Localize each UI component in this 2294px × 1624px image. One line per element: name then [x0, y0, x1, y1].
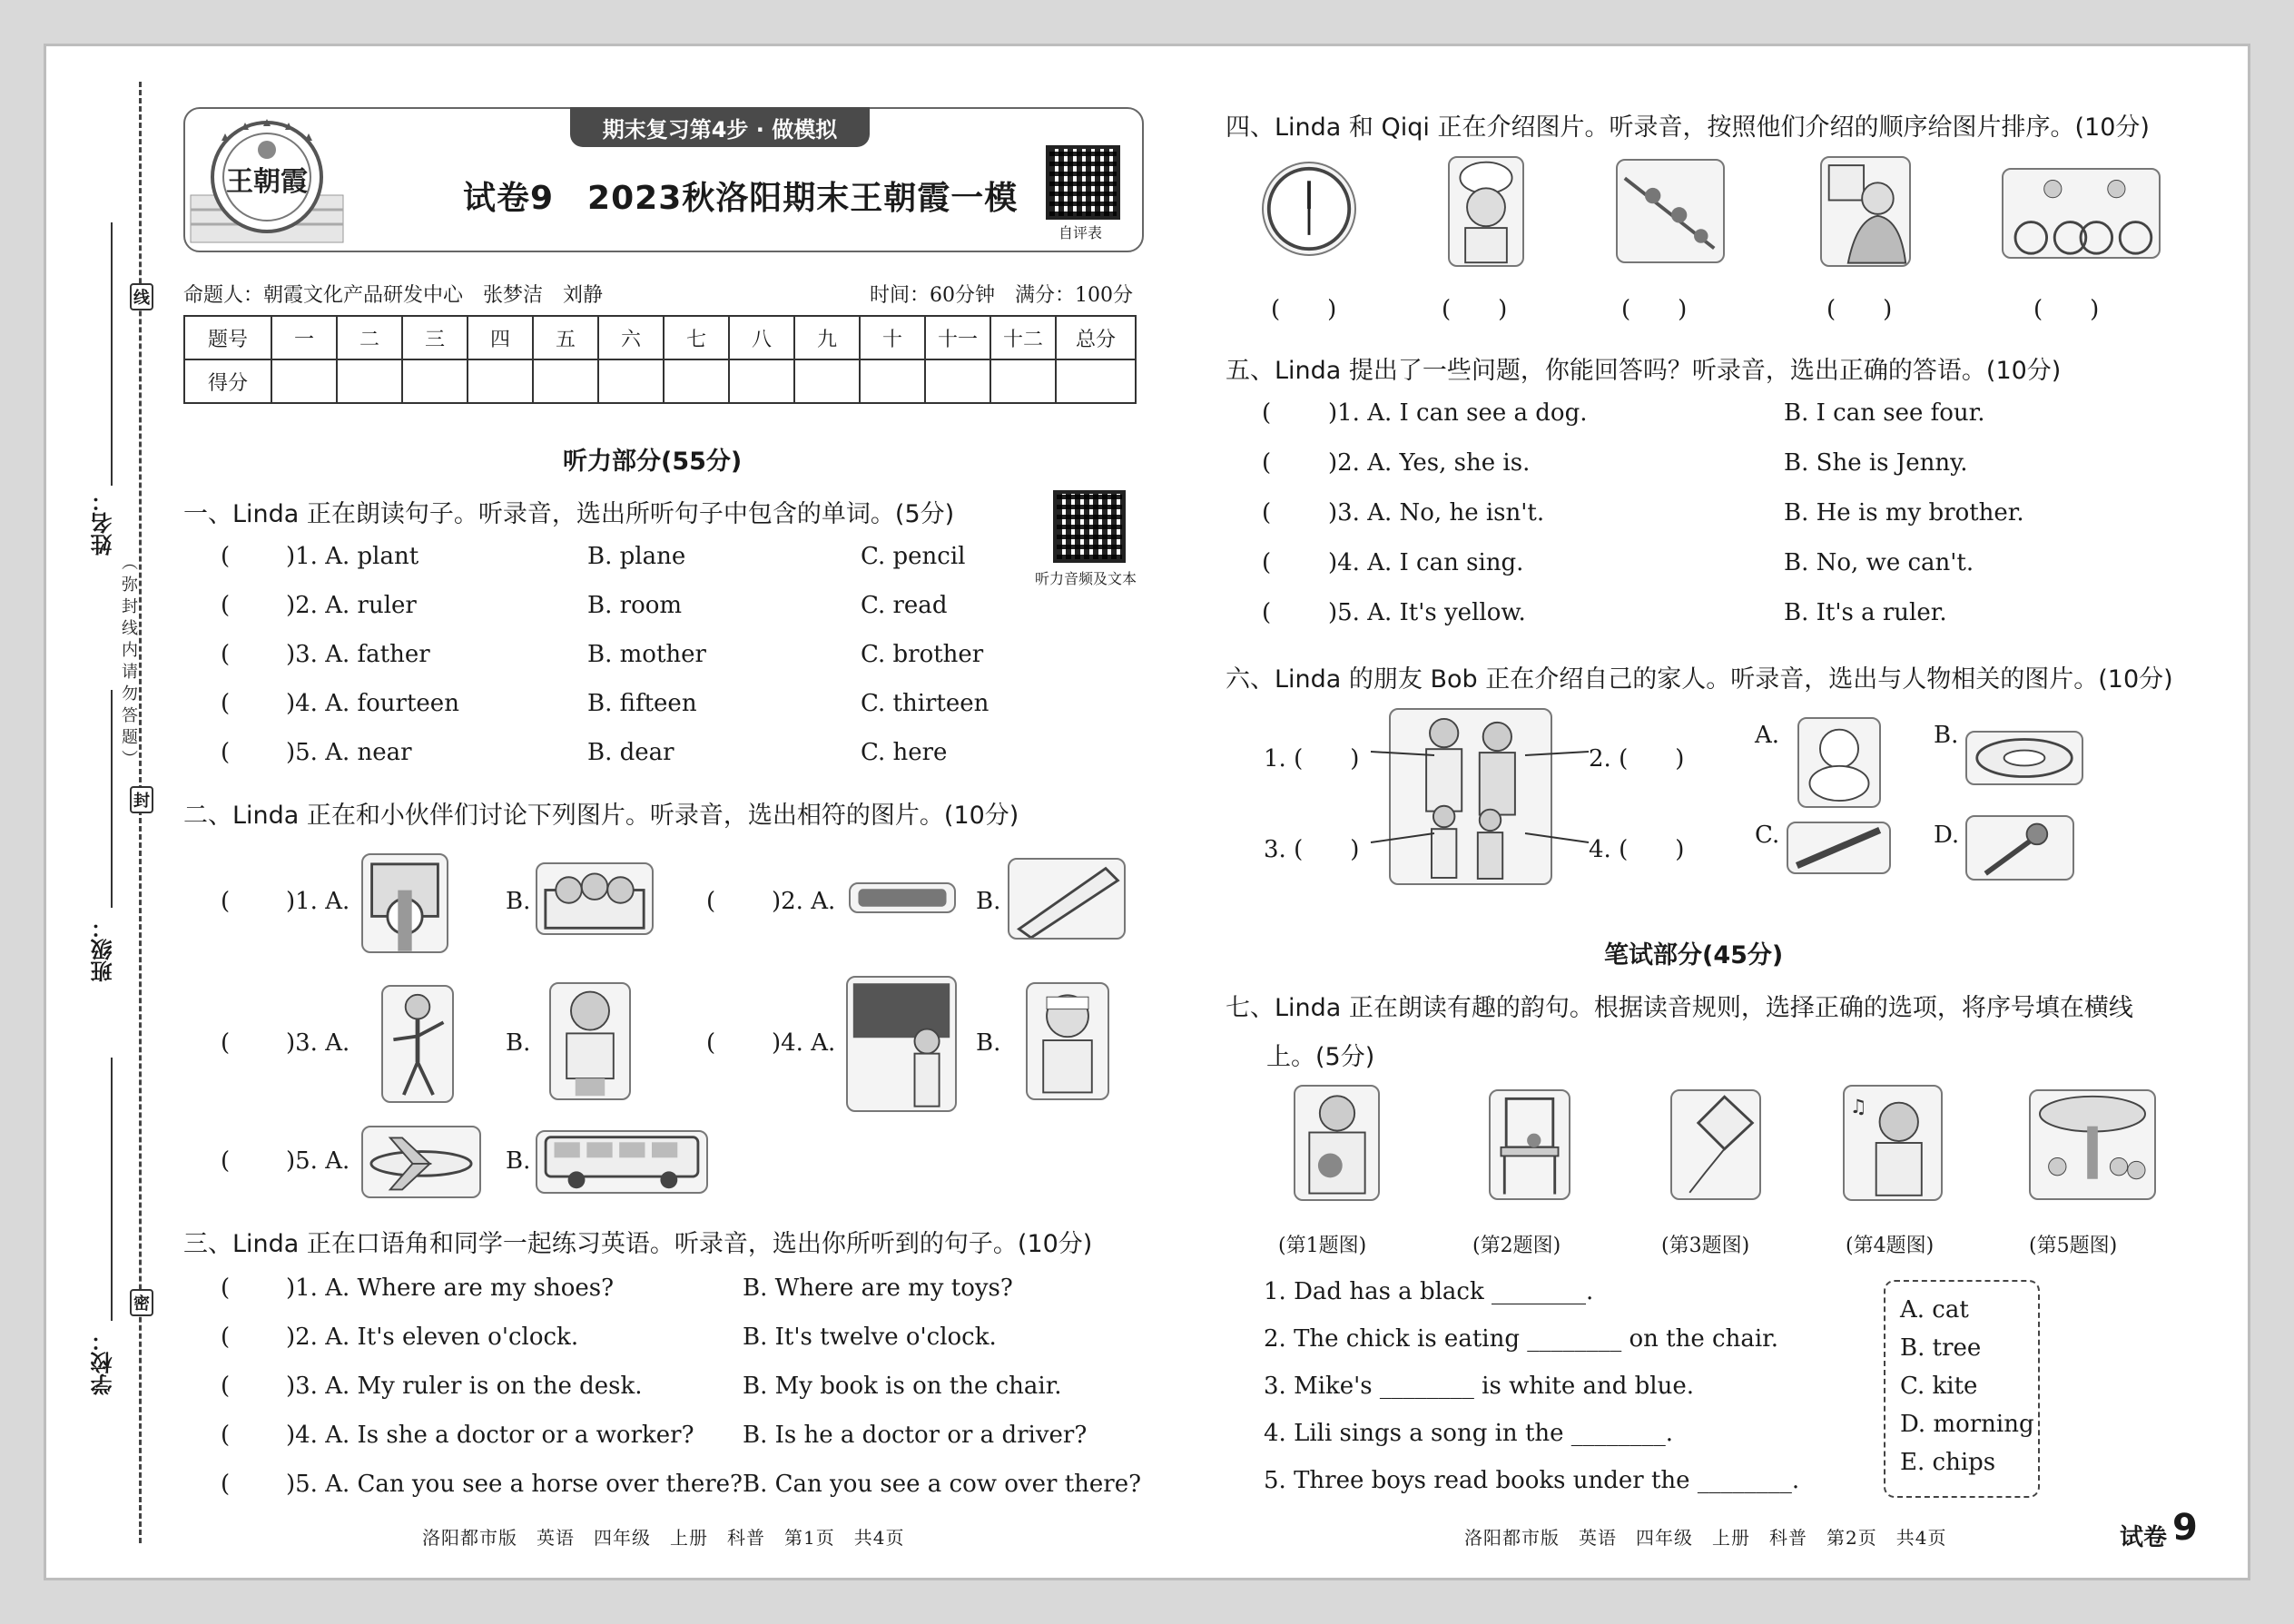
q6-blank[interactable]: 4. ( )	[1589, 836, 1685, 863]
q1-title: 一、Linda 正在朗读句子。听录音，选出所听句子中包含的单词。(5分)	[183, 500, 955, 528]
school-field-line[interactable]	[111, 1058, 113, 1321]
q6-blank[interactable]: 1. ( )	[1264, 745, 1360, 773]
score-input-cell[interactable]	[925, 359, 990, 403]
paper-label: 试卷	[2120, 1524, 2168, 1551]
q3-option: )4. A. Is she a doctor or a worker?	[286, 1422, 694, 1449]
q1-option: B. room	[587, 592, 683, 619]
q1-option: C. thirteen	[861, 690, 989, 717]
answer-blank[interactable]: ( )	[1826, 296, 1893, 323]
q7-sentence: 2. The chick is eating ________ on the chair.	[1264, 1325, 1778, 1353]
swimming-ring-picture[interactable]	[1965, 731, 2083, 785]
chair-with-chick-picture	[1489, 1089, 1570, 1200]
paper-number: 9	[2172, 1507, 2198, 1549]
boy-dancing-picture[interactable]	[381, 985, 454, 1103]
q2-label: B.	[976, 1029, 1001, 1057]
figure-caption: (第5题图)	[2029, 1235, 2118, 1257]
q7-title-line2: 上。(5分)	[1266, 1043, 1375, 1071]
choice-item: C. kite	[1900, 1373, 1978, 1400]
audio-qr-code[interactable]	[1053, 490, 1126, 563]
answer-paren[interactable]: (	[221, 641, 231, 668]
teacher-picture[interactable]	[846, 976, 957, 1112]
choice-item: A. cat	[1900, 1296, 1969, 1324]
answer-paren[interactable]: (	[706, 1029, 716, 1057]
answer-paren[interactable]: (	[221, 888, 231, 915]
q3-option: B. It's twelve o'clock.	[743, 1324, 997, 1351]
answer-blank[interactable]: ( )	[2033, 296, 2100, 323]
score-input-cell[interactable]	[271, 359, 337, 403]
answer-paren[interactable]: (	[1262, 399, 1272, 427]
score-table	[183, 315, 1137, 404]
q3-option: B. Can you see a cow over there?	[743, 1471, 1142, 1498]
birds-on-branch-picture[interactable]	[1616, 159, 1725, 263]
answer-paren[interactable]: (	[221, 1324, 231, 1351]
dad-with-cat-picture	[1294, 1085, 1380, 1201]
q3-option: )2. A. It's eleven o'clock.	[286, 1324, 579, 1351]
q3-option: B. Where are my toys?	[743, 1275, 1013, 1302]
score-table-score-row	[184, 359, 1136, 403]
clock-picture[interactable]	[1262, 162, 1356, 256]
q7-sentence: 4. Lili sings a song in the ________.	[1264, 1420, 1674, 1447]
nurse-picture[interactable]	[1026, 982, 1109, 1100]
chef-picture[interactable]	[1448, 156, 1524, 267]
q5-option: B. It's a ruler.	[1784, 599, 1947, 626]
q6-option-label: B.	[1934, 722, 1959, 749]
footer-right: 洛阳都市版 英语 四年级 上册 科普 第2页 共4页	[1464, 1527, 1947, 1549]
q5-option: B. She is Jenny.	[1784, 449, 1968, 477]
connector-lines	[1362, 726, 1598, 862]
answer-paren[interactable]: (	[1262, 599, 1272, 626]
school-label: 学校：	[91, 1330, 116, 1395]
self-eval-qr-code[interactable]	[1046, 145, 1120, 220]
q1-option: C. here	[861, 739, 948, 766]
q5-option: )3. A. No, he isn't.	[1328, 499, 1545, 527]
q3-option: )1. A. Where are my shoes?	[286, 1275, 615, 1302]
answer-blank[interactable]: ( )	[1271, 296, 1337, 323]
score-input-cell[interactable]	[598, 359, 664, 403]
score-row-label: 得分	[184, 359, 271, 403]
box-of-cakes-picture[interactable]	[536, 862, 654, 935]
q1-option: C. brother	[861, 641, 984, 668]
bus-picture[interactable]	[536, 1130, 708, 1194]
q3-option: B. My book is on the chair.	[743, 1373, 1062, 1400]
q2-title: 二、Linda 正在和小伙伴们讨论下列图片。听录音，选出相符的图片。(10分)	[183, 802, 1019, 830]
q7-title-line1: 七、Linda 正在朗读有趣的韵句。根据读音规则，选择正确的选项，将序号填在横线	[1226, 994, 2133, 1022]
answer-paren[interactable]: (	[221, 543, 231, 570]
q1-option: )3. A. father	[286, 641, 430, 668]
q1-option: C. read	[861, 592, 948, 619]
header-tab: 期末复习第4步 · 做模拟	[570, 107, 870, 147]
q6-option-label: C.	[1755, 822, 1780, 849]
q2-label: B.	[976, 888, 1001, 915]
q2-label: B.	[506, 1147, 531, 1175]
q5-option: B. I can see four.	[1784, 399, 1985, 427]
boy-picture[interactable]	[549, 982, 631, 1100]
score-input-cell[interactable]	[860, 359, 925, 403]
answer-blank[interactable]: ( )	[1442, 296, 1508, 323]
exam-title: 试卷9 2023秋洛阳期末王朝霞一模	[463, 180, 1019, 217]
answer-paren[interactable]: (	[221, 1471, 231, 1498]
choice-item: D. morning	[1900, 1411, 2034, 1438]
q1-option: B. dear	[587, 739, 674, 766]
q1-option: B. fifteen	[587, 690, 697, 717]
score-cell: 九	[794, 316, 860, 359]
score-cell: 二	[337, 316, 402, 359]
watch-picture[interactable]	[361, 853, 448, 953]
q6-blank[interactable]: 2. ( )	[1589, 745, 1685, 773]
answer-paren[interactable]: (	[221, 739, 231, 766]
answer-paren[interactable]: (	[221, 690, 231, 717]
score-input-cell[interactable]	[664, 359, 729, 403]
kite-picture	[1670, 1089, 1761, 1200]
q2-label: B.	[506, 1029, 531, 1057]
score-cell: 总分	[1056, 316, 1136, 359]
score-input-cell[interactable]	[468, 359, 533, 403]
q5-option: )5. A. It's yellow.	[1328, 599, 1526, 626]
ruler-picture[interactable]	[1008, 858, 1126, 940]
name-field-line[interactable]	[111, 222, 113, 486]
q5-option: )1. A. I can see a dog.	[1328, 399, 1588, 427]
answer-paren[interactable]: (	[1262, 549, 1272, 576]
time-score: 时间：60分钟 满分：100分	[870, 284, 1133, 307]
q7-sentence: 3. Mike's ________ is white and blue.	[1264, 1373, 1695, 1400]
listening-section-title: 听力部分(55分)	[563, 448, 743, 476]
q5-option: )2. A. Yes, she is.	[1328, 449, 1531, 477]
q2-label: )2. A.	[772, 888, 836, 915]
brand-logo	[189, 113, 345, 248]
answer-paren[interactable]: (	[1262, 499, 1272, 527]
score-cell: 三	[402, 316, 468, 359]
q1-option: C. pencil	[861, 543, 966, 570]
q1-option: )5. A. near	[286, 739, 412, 766]
q1-option: )1. A. plant	[286, 543, 419, 570]
q1-option: B. plane	[587, 543, 686, 570]
class-label: 班级：	[91, 917, 116, 982]
answer-paren[interactable]: (	[706, 888, 716, 915]
answer-blank[interactable]: ( )	[1621, 296, 1688, 323]
q4-title: 四、Linda 和 Qiqi 正在介绍图片。听录音，按照他们介绍的顺序给图片排序。(10分)	[1226, 113, 2150, 142]
score-cell: 十二	[990, 316, 1056, 359]
q1-option: )4. A. fourteen	[286, 690, 459, 717]
binding-mark-xian: 线	[130, 283, 153, 310]
answer-paren[interactable]: (	[1262, 449, 1272, 477]
q5-title: 五、Linda 提出了一些问题，你能回答吗？听录音，选出正确的答语。(10分)	[1226, 357, 2062, 385]
q6-title: 六、Linda 的朋友 Bob 正在介绍自己的家人。听录音，选出与人物相关的图片。(10分)	[1226, 665, 2173, 694]
q7-sentence: 5. Three boys read books under the ________.	[1264, 1467, 1800, 1494]
score-input-cell[interactable]	[794, 359, 860, 403]
figure-caption: (第1题图)	[1278, 1235, 1367, 1257]
score-cell: 十一	[925, 316, 990, 359]
score-cell: 五	[533, 316, 598, 359]
audio-qr-label: 听力音频及文本	[1035, 570, 1137, 587]
score-input-cell[interactable]	[1056, 359, 1136, 403]
score-input-cell[interactable]	[729, 359, 794, 403]
writing-section-title: 笔试部分(45分)	[1604, 941, 1784, 969]
glasses-case-picture[interactable]	[849, 882, 956, 913]
score-cell: 七	[664, 316, 729, 359]
q3-option: B. Is he a doctor or a driver?	[743, 1422, 1088, 1449]
authors: 命题人：朝霞文化产品研发中心 张梦洁 刘静	[183, 284, 604, 307]
svg-text:王朝霞: 王朝霞	[226, 166, 308, 198]
answer-paren[interactable]: (	[221, 1275, 231, 1302]
answer-paren[interactable]: (	[221, 592, 231, 619]
q3-option: )3. A. My ruler is on the desk.	[286, 1373, 643, 1400]
figure-caption: (第2题图)	[1472, 1235, 1561, 1257]
children-cycling-picture[interactable]	[2002, 168, 2161, 259]
binding-mark-mi: 密	[130, 1289, 153, 1316]
q1-option: B. mother	[587, 641, 706, 668]
score-cell: 八	[729, 316, 794, 359]
score-table-header-row	[184, 316, 1136, 359]
score-input-cell[interactable]	[533, 359, 598, 403]
figure-caption: (第4题图)	[1846, 1235, 1935, 1257]
answer-paren[interactable]: (	[221, 1422, 231, 1449]
score-input-cell[interactable]	[402, 359, 468, 403]
score-cell: 六	[598, 316, 664, 359]
girl-with-flower-picture[interactable]	[1820, 156, 1911, 267]
q6-option-label: D.	[1934, 822, 1960, 849]
figure-caption: (第3题图)	[1661, 1235, 1750, 1257]
choice-item: E. chips	[1900, 1449, 1996, 1476]
svg-text:♫: ♫	[1849, 1095, 1867, 1118]
answer-paren[interactable]: (	[221, 1373, 231, 1400]
plane-picture[interactable]	[361, 1126, 481, 1198]
dog-picture[interactable]	[1797, 717, 1881, 808]
score-cell: 题号	[184, 316, 271, 359]
q5-option: )4. A. I can sing.	[1328, 549, 1524, 576]
q2-label: B.	[506, 888, 531, 915]
pen-picture[interactable]	[1787, 822, 1891, 874]
q5-option: B. No, we can't.	[1784, 549, 1974, 576]
footer-left: 洛阳都市版 英语 四年级 上册 科普 第1页 共4页	[422, 1527, 905, 1549]
boys-under-tree-picture	[2029, 1089, 2156, 1200]
binding-mark-feng: 封	[130, 786, 153, 813]
q3-option: )5. A. Can you see a horse over there?	[286, 1471, 743, 1498]
binding-note: （弥封线内请勿答题）	[119, 554, 138, 772]
q3-title: 三、Linda 正在口语角和同学一起练习英语。听录音，选出你所听到的句子。(10分)	[183, 1230, 1093, 1258]
q2-label: )1. A.	[286, 888, 350, 915]
answer-paren[interactable]: (	[221, 1147, 231, 1175]
q5-option: B. He is my brother.	[1784, 499, 2024, 527]
q1-option: )2. A. ruler	[286, 592, 417, 619]
class-field-line[interactable]	[111, 690, 113, 908]
q2-label: )3. A.	[286, 1029, 350, 1057]
name-label: 姓名：	[91, 490, 116, 556]
score-cell: 一	[271, 316, 337, 359]
score-input-cell[interactable]	[337, 359, 402, 403]
girl-singing-picture	[1843, 1085, 1943, 1201]
score-input-cell[interactable]	[990, 359, 1056, 403]
q6-blank[interactable]: 3. ( )	[1264, 836, 1360, 863]
score-cell: 十	[860, 316, 925, 359]
score-cell: 四	[468, 316, 533, 359]
q6-option-label: A.	[1755, 722, 1780, 749]
answer-paren[interactable]: (	[221, 1029, 231, 1057]
q2-label: )4. A.	[772, 1029, 836, 1057]
self-eval-qr-label: 自评表	[1058, 224, 1103, 241]
q2-label: )5. A.	[286, 1147, 350, 1175]
choice-item: B. tree	[1900, 1334, 1982, 1362]
q7-sentence: 1. Dad has a black ________.	[1264, 1278, 1594, 1305]
microphone-picture[interactable]	[1965, 815, 2074, 881]
